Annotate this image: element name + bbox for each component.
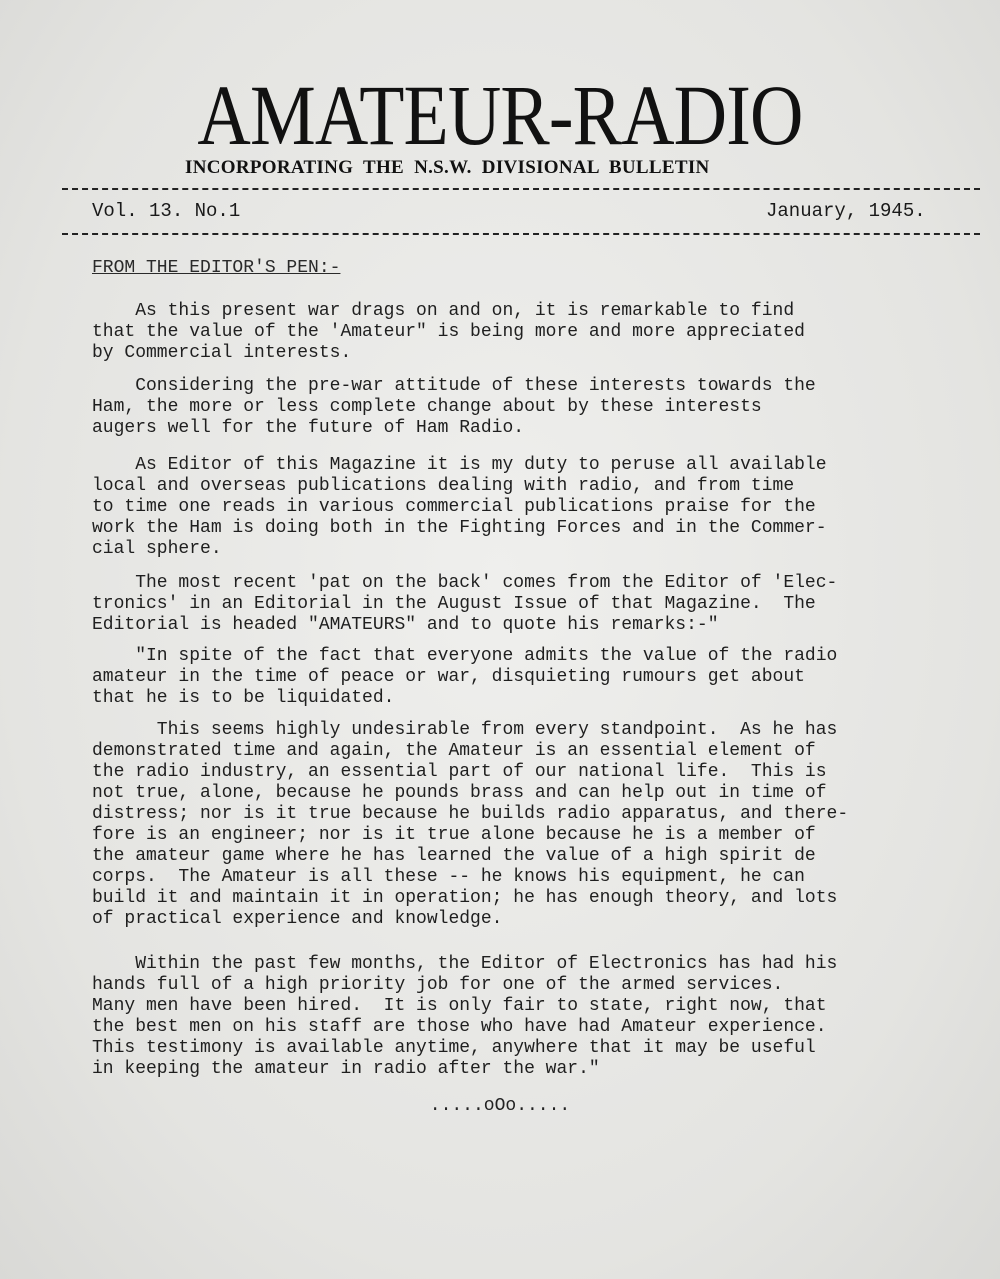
masthead-title: AMATEUR-RADIO xyxy=(197,67,803,163)
paragraph-2: Considering the pre-war attitude of these interests towards the Ham, the more or less complete change about by these interests augers well for the future of Ham Radio. xyxy=(92,376,816,438)
paragraph-1: As this present war drags on and on, it is remarkable to find that the value of the 'Amateur" is being more and more appreciated by Commercial interests. xyxy=(92,301,805,363)
paragraph-3: As Editor of this Magazine it is my duty to peruse all available local and overseas publications dealing with radio, and from time to time one reads in various commercial publications praise for the work the Ham is doing both in the Fighting Forces and in the Commer- cial sphere. xyxy=(92,455,827,559)
paragraph-6: This seems highly undesirable from every standpoint. As he has demonstrated time and again, the Amateur is an essential element of the radio industry, an essential part of our national life. This is not true, alone, because he pounds brass and can help out in time of distress; nor is it true because he builds radio apparatus, and there- fore is an engineer; nor is it true alone because he is a member of the amateur game where he has learned the value of a high spirit de corps. The Amateur is all these -- he knows his equipment, he can build it and maintain it in operation; he has enough theory, and lots of practical experience and knowledge. xyxy=(92,720,849,929)
top-dashed-rule xyxy=(62,188,980,190)
editorial-heading: FROM THE EDITOR'S PEN:- xyxy=(92,258,341,278)
masthead-subtitle: INCORPORATING THE N.S.W. DIVISIONAL BULLETIN xyxy=(185,157,710,178)
paragraph-5: "In spite of the fact that everyone admits the value of the radio amateur in the time of peace or war, disquieting rumours get about that he is to be liquidated. xyxy=(92,646,838,708)
paragraph-7: Within the past few months, the Editor of Electronics has had his hands full of a high priority job for one of the armed services. Many men have been hired. It is only fair to state, right now, that the best men on his staff are those who have had Amateur experience. This testimony is available anytime, anywhere that it may be useful in keeping the amateur in radio after the war." xyxy=(92,954,838,1079)
issue-date: January, 1945. xyxy=(766,200,926,222)
issue-volume: Vol. 13. No.1 xyxy=(92,200,241,222)
end-divider: .....oOo..... xyxy=(429,1096,571,1116)
bottom-dashed-rule xyxy=(62,233,980,235)
paragraph-4: The most recent 'pat on the back' comes from the Editor of 'Elec- tronics' in an Editorial in the August Issue of that Magazine. The Editorial is headed "AMATEURS" and to quote his remarks:-" xyxy=(92,573,838,635)
